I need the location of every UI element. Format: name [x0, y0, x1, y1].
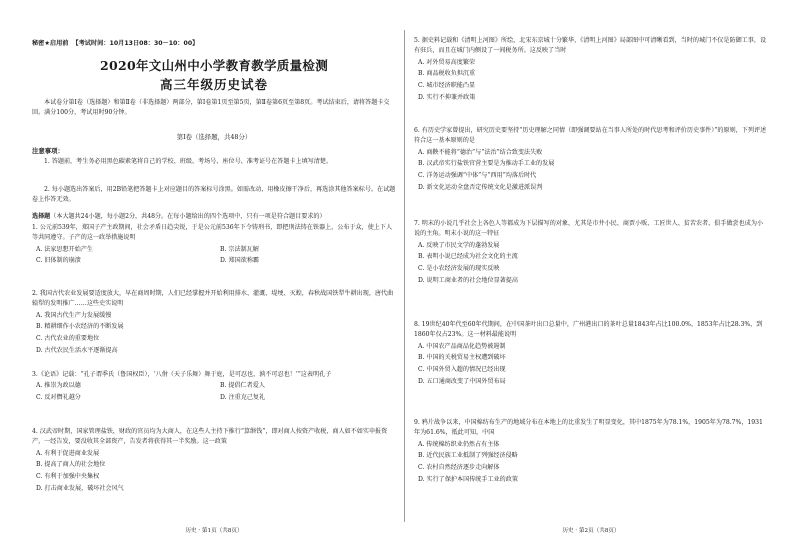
question-6 — [414, 126, 768, 193]
option-d: D. 说明工商业者的社会地位显著提高 — [418, 276, 518, 284]
option-d: D. 实行不抑兼并政策 — [418, 93, 476, 101]
option-list — [414, 341, 768, 387]
question-stem: 3.《论语》记载：“孔子谓季氏（鲁国权臣），‘八佾（天子乐舞）舞于庭，是可忍也，孰不可忍也！’”这表明孔子 — [32, 371, 332, 378]
option-list — [32, 310, 396, 356]
instr-text: （本大题共24小题，每小题2分，共48分。在每小题给出的四个选项中，只有一项是符合题目要求的） — [50, 213, 326, 220]
notice-item: 2. 每小题选出答案后，用2B铅笔把答题卡上对应题目的答案标号涂黑。如需改动，用橡皮擦干净后，再选涂其他答案标号。在试题卷上作答无效。 — [32, 186, 396, 204]
option-c: C. 是小农经济发展的现实反映 — [418, 265, 500, 272]
option-b: B. 精耕细作小农经济的不断发展 — [36, 323, 124, 331]
page-2 — [414, 0, 768, 544]
question-8 — [414, 320, 768, 387]
question-9 — [414, 418, 768, 485]
question-stem: 4. 汉武帝时期，国家管理盐铁，财政的官员均为大商人，在这些人主持下推行“算缗钱”，即对商人按资产收税，商人如不如实申报资产，一经告发，要没收其全部资产，告发者将获得其一半奖励。这一政策 — [32, 428, 388, 446]
option-a: A. 商鞅不能将“德治”与“法治”结合致变法失败 — [418, 148, 543, 156]
question-stem: 8. 19世纪40年代至60年代期间，在中国茶叶出口总量中，广州港出口的茶叶总量1843年占比100.0%，1853年占比28.3%，到1860年仅占23%。这一材料最能说明 — [414, 321, 763, 339]
option-list — [32, 380, 396, 403]
option-d: D. 古代农民生活水平逐渐提高 — [36, 346, 118, 354]
option-list — [32, 448, 396, 494]
exam-title: 2020年文山州中小学教育教学质量检测 — [100, 58, 328, 73]
option-c: C. 洋务运动强调“中体”与“西用”均落后时代 — [418, 172, 537, 179]
option-d: D. 注重克己复礼 — [220, 393, 266, 401]
option-d: D. 五口通商改变了中国外贸布局 — [418, 377, 506, 385]
option-b: B. 提高了商人的社会地位 — [36, 461, 106, 469]
section-heading: 第Ⅰ卷（选择题，共48分） — [176, 133, 252, 141]
page-footer: 历史 · 第1页（共8页） — [185, 528, 243, 534]
exam-header — [32, 38, 198, 47]
option-a: A. 法家思想开始产生 — [36, 245, 94, 253]
option-a: A. 推崇为政以德 — [36, 382, 81, 390]
exam-intro: 本试卷分第Ⅰ卷（选择题）和第Ⅱ卷（非选择题）两部分，第Ⅰ卷第1页至第5页，第Ⅱ卷第6页至第8页。考试结束后，请将答题卡交回。满分100分，考试用时90分钟。 — [32, 99, 390, 117]
exam-time: 【考试时间：10月13日08：30－10：00】 — [72, 40, 199, 47]
exam-subtitle: 高三年级历史试卷 — [159, 77, 268, 92]
question-stem: 1. 公元前539年，郑国子产主政期间，社会矛盾日趋尖锐，于是公元前536年下令铸刑书，即把刑法铸在铁器上，公布于众，使上下人等共同遵守。子产的这一政举措施说明 — [32, 224, 393, 242]
secret-label: 秘密★启用前 — [32, 40, 69, 47]
question-stem: 9. 鸦片战争以来，中国棉纺布生产的地域分布在本地上的比重发生了明显变化，其中1875年为78.1%，1905年为78.7%，1931年为61.6%，抵此可知，中国 — [414, 419, 763, 437]
instructions — [32, 212, 396, 222]
option-c: C. 中国外贸入超的情况已经出现 — [418, 366, 506, 373]
option-a: A. 对外贸易高度繁荣 — [418, 58, 476, 66]
option-d: D. 打击商业发展，破坏社会风气 — [36, 484, 124, 492]
option-b: B. 中国的关税贸易主权遭到破坏 — [418, 354, 506, 362]
option-a: A. 中国农产品商品化趋势被遏制 — [418, 342, 506, 350]
question-5 — [414, 36, 768, 103]
option-c: C. 旧体制的崩溃 — [36, 257, 81, 265]
option-b: B. 近代民族工业抵制了列强经济侵略 — [418, 452, 518, 460]
option-c: C. 农村自然经济逐步走向解体 — [418, 464, 500, 471]
option-list — [414, 147, 768, 193]
option-list — [414, 57, 768, 103]
option-d: D. 新文化运动全盘否定传统文化是激进派误判 — [418, 183, 543, 191]
option-list — [32, 244, 396, 267]
instr-label: 选择题 — [32, 213, 51, 220]
option-d: D. 实行了保护本国传统手工业的政策 — [418, 475, 518, 483]
option-b: B. 提倡仁者爱人 — [220, 382, 265, 390]
question-stem: 5. 据史料记载和《清明上河图》所绘，北宋东京城十分繁华，《清明上河图》局部图中可清晰看到，当时的城门不仅是防御工事，设有驻兵，而且在城门内侧设了一间税务所。这反映了当时 — [414, 37, 767, 55]
option-c: C. 反对僭礼越分 — [36, 393, 81, 401]
option-a: A. 有利于促进商业发展 — [36, 449, 100, 457]
option-list — [414, 240, 768, 286]
option-c: C. 有利于加强中央集权 — [36, 473, 100, 480]
notice-heading: 注意事项： — [32, 147, 64, 155]
option-b: B. 表明小说已经成为社会文化的主流 — [418, 253, 518, 261]
question-3 — [32, 370, 396, 403]
page-1 — [32, 0, 396, 544]
question-2 — [32, 289, 396, 356]
option-list — [414, 439, 768, 485]
notice-item: 1. 答题前，考生务必用黑色碳素笔将自己的学校、班级、考场号、座位号、准考证号在答题卡上填写清楚。 — [44, 158, 333, 165]
question-stem: 7. 明末的小说几乎社会上各色人等都成为下层描写的对象，尤其是市井小民、商贾小贩、工匠世人、贫苦农者、俱手做尝也成为小说的主角。明末小说的这一特征 — [414, 220, 764, 238]
option-b: B. 商品税收负担沉重 — [418, 70, 476, 78]
question-7 — [414, 219, 768, 286]
question-stem: 2. 我国古代农业发展要适度放大，早在商周时期，人们已经掌握并开始利用排水、灌溉、堤埂、灭蝗，春秋战国铁犁牛耕出现，唐代曲辕犁的发明推广……这些史实说明 — [32, 290, 394, 308]
option-d: D. 郑国欲称霸 — [220, 257, 260, 265]
option-a: A. 反映了市民文学的蓬勃发展 — [418, 241, 500, 249]
option-b: B. 汉武帝实行盐铁官营主要是为推动手工业的发展 — [418, 160, 555, 168]
question-1 — [32, 223, 396, 267]
column-divider — [404, 30, 405, 522]
question-stem: 6. 有历史学家曾提出，研究历史要坚持“历史理解之同情（即强调要站在当事人所处的时代思考和评价历史事件）”的原则，下列评述符合这一基本原则的是 — [414, 127, 767, 145]
option-a: A. 传统棉纺织业仍然占有主体 — [418, 440, 500, 448]
option-c: C. 古代农业的重要地位 — [36, 335, 100, 342]
page-footer: 历史 · 第2页（共8页） — [562, 528, 620, 534]
option-b: B. 宗法制瓦解 — [220, 245, 259, 253]
option-c: C. 城市经济职能凸显 — [418, 82, 476, 89]
question-4 — [32, 427, 396, 494]
option-a: A. 我国古代生产力发展缓慢 — [36, 311, 112, 319]
